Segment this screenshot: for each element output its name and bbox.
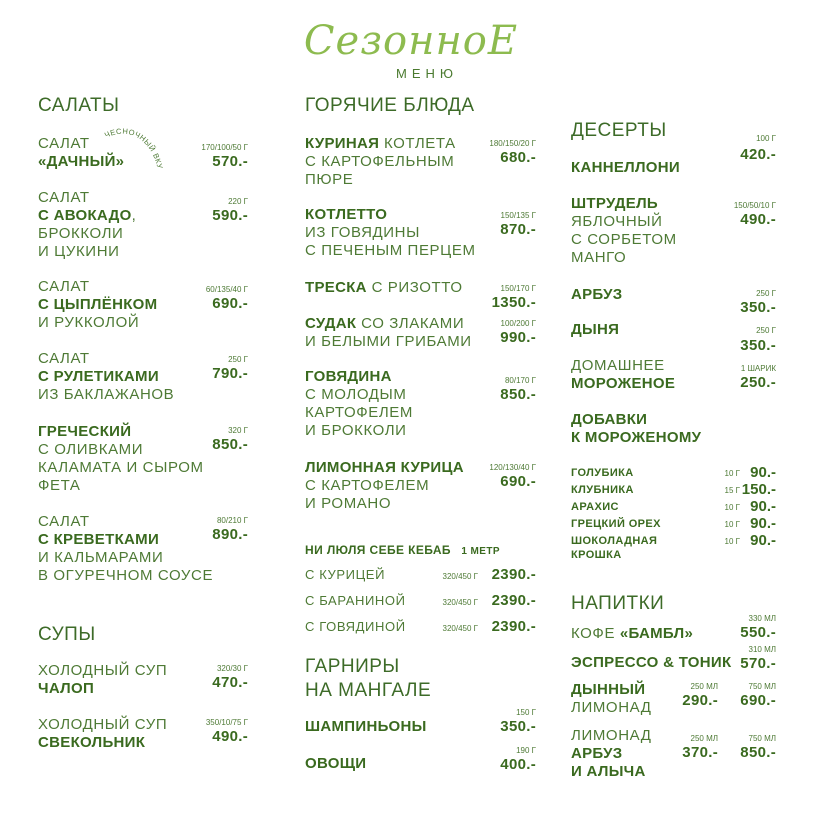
weight: 170/100/50 Г	[201, 143, 248, 152]
kebab-row: С ГОВЯДИНОЙ	[305, 619, 406, 634]
price: 850.-	[212, 436, 248, 453]
weight: 150/135 Г	[500, 211, 536, 220]
price: 470.-	[212, 674, 248, 691]
price: 790.-	[212, 365, 248, 382]
section-title-desserts: ДЕСЕРТЫ	[571, 120, 667, 141]
addon-row: ГРЕЦКИЙ ОРЕХ	[571, 518, 661, 530]
weight: 80/210 Г	[216, 516, 248, 525]
menu-item-watermelon-lemonade: ЛИМОНАД АРБУЗ И АЛЫЧА	[571, 727, 652, 780]
menu-item-ice-cream: ДОМАШНЕЕ МОРОЖЕНОЕ	[571, 357, 676, 392]
section-title-hot-dishes: ГОРЯЧИЕ БЛЮДА	[305, 95, 475, 116]
logo-subtitle: МЕНЮ	[396, 66, 459, 81]
weight: 250 Г	[756, 289, 776, 298]
weight: 15 Г	[724, 486, 740, 495]
price: 290.-	[682, 692, 718, 709]
kebab-row: С БАРАНИНОЙ	[305, 593, 406, 608]
menu-item-salad-rolls: САЛАТ С РУЛЕТИКАМИ ИЗ БАКЛАЖАНОВ	[38, 350, 175, 403]
weight: 80/170 Г	[504, 376, 536, 385]
price: 490.-	[212, 728, 248, 745]
price: 890.-	[212, 526, 248, 543]
price: 400.-	[500, 756, 536, 773]
weight: 250 Г	[756, 326, 776, 335]
weight: 320/450 Г	[442, 624, 478, 633]
menu-item-zander: СУДАК СО ЗЛАКАМИ И БЕЛЫМИ ГРИБАМИ	[305, 315, 472, 350]
price: 350.-	[500, 718, 536, 735]
menu-item-soup-chalop: ХОЛОДНЫЙ СУП ЧАЛОП	[38, 662, 168, 697]
section-title-soups: СУПЫ	[38, 624, 96, 645]
weight: 150 Г	[516, 708, 536, 717]
menu-item-mushrooms: ШАМПИНЬОНЫ	[305, 718, 427, 735]
menu-item-chicken-cutlet: КУРИНАЯ КОТЛЕТА С КАРТОФЕЛЬНЫМ ПЮРЕ	[305, 135, 456, 188]
menu-item-strudel: ШТРУДЕЛЬ ЯБЛОЧНЫЙ С СОРБЕТОМ МАНГО	[571, 195, 677, 266]
weight: 10 Г	[724, 537, 740, 546]
weight: 250 МЛ	[690, 734, 718, 743]
weight: 60/135/40 Г	[205, 285, 248, 294]
menu-item-beef: ГОВЯДИНА С МОЛОДЫМ КАРТОФЕЛЕМ И БРОККОЛИ	[305, 368, 413, 439]
price: 90.-	[750, 515, 776, 532]
weight: 10 Г	[724, 520, 740, 529]
weight: 150/170 Г	[500, 284, 536, 293]
weight: 350/10/75 Г	[205, 718, 248, 727]
menu-item-melon: ДЫНЯ	[571, 321, 620, 338]
addon-row: АРАХИС	[571, 501, 619, 513]
kebab-row: С КУРИЦЕЙ	[305, 567, 386, 582]
price: 370.-	[682, 744, 718, 761]
logo-script: СезонноЕ	[303, 18, 519, 64]
section-title-salads: САЛАТЫ	[38, 95, 120, 116]
weight: 250 МЛ	[690, 682, 718, 691]
price: 350.-	[740, 299, 776, 316]
menu-item-lemon-chicken: ЛИМОННАЯ КУРИЦА С КАРТОФЕЛЕМ И РОМАНО	[305, 459, 464, 512]
weight: 750 МЛ	[748, 734, 776, 743]
kebab-header: НИ ЛЮЛЯ СЕБЕ КЕБАБ 1 МЕТР	[305, 543, 500, 557]
addon-row: ШОКОЛАДНАЯ КРОШКА	[571, 535, 658, 561]
menu-item-salad-chicken: САЛАТ С ЦЫПЛЁНКОМ И РУККОЛОЙ	[38, 278, 158, 331]
price: 2390.-	[491, 618, 536, 635]
menu-item-salad-greek: ГРЕЧЕСКИЙ С ОЛИВКАМИ КАЛАМАТА И СЫРОМ ФЕТА	[38, 423, 204, 494]
section-title-garnish: ГАРНИРЫ НА МАНГАЛЕ	[305, 656, 432, 701]
price: 1350.-	[491, 294, 536, 311]
price: 2390.-	[491, 566, 536, 583]
weight: 150/50/10 Г	[733, 201, 776, 210]
menu-item-cod: ТРЕСКА С РИЗОТТО	[305, 279, 463, 296]
price: 990.-	[500, 329, 536, 346]
menu-item-watermelon: АРБУЗ	[571, 286, 623, 303]
price: 680.-	[500, 149, 536, 166]
weight: 1 ШАРИК	[740, 364, 776, 373]
menu-item-salad-shrimp: САЛАТ С КРЕВЕТКАМИ И КАЛЬМАРАМИ В ОГУРЕЧНОМ СОУСЕ	[38, 513, 214, 584]
price: 90.-	[750, 464, 776, 481]
menu-item-kotletto: КОТЛЕТТО ИЗ ГОВЯДИНЫ С ПЕЧЕНЫМ ПЕРЦЕМ	[305, 206, 476, 259]
weight: 180/150/20 Г	[489, 139, 536, 148]
menu-item-cannelloni: КАННЕЛЛОНИ	[571, 159, 680, 176]
price: 90.-	[750, 498, 776, 515]
addon-row: КЛУБНИКА	[571, 484, 634, 496]
price: 420.-	[740, 146, 776, 163]
weight: 320/450 Г	[442, 572, 478, 581]
menu-item-espresso-tonic: ЭСПРЕССО & ТОНИК	[571, 654, 732, 671]
weight: 100 Г	[756, 134, 776, 143]
price: 550.-	[740, 624, 776, 641]
svg-text:ЧЕСНОЧНЫЙ ВКУС: ЧЕСНОЧНЫЙ ВКУ	[103, 128, 164, 170]
price: 850.-	[500, 386, 536, 403]
price: 850.-	[740, 744, 776, 761]
weight: 330 МЛ	[748, 614, 776, 623]
ice-cream-addons-title: ДОБАВКИ К МОРОЖЕНОМУ	[571, 411, 702, 446]
addon-row: ГОЛУБИКА	[571, 467, 634, 479]
price: 150.-	[741, 481, 776, 498]
weight: 320/30 Г	[216, 664, 248, 673]
price: 690.-	[212, 295, 248, 312]
menu-item-vegetables: ОВОЩИ	[305, 755, 367, 772]
weight: 750 МЛ	[748, 682, 776, 691]
price: 590.-	[212, 207, 248, 224]
weight: 190 Г	[516, 746, 536, 755]
menu-item-coffee-bumble: КОФЕ «БАМБЛ»	[571, 625, 694, 642]
weight: 250 Г	[228, 355, 248, 364]
menu-item-soup-svekolnik: ХОЛОДНЫЙ СУП СВЕКОЛЬНИК	[38, 716, 168, 751]
weight: 320/450 Г	[442, 598, 478, 607]
weight: 310 МЛ	[748, 645, 776, 654]
price: 690.-	[740, 692, 776, 709]
price: 90.-	[750, 532, 776, 549]
section-title-drinks: НАПИТКИ	[571, 593, 665, 614]
price: 350.-	[740, 337, 776, 354]
weight: 10 Г	[724, 503, 740, 512]
weight: 10 Г	[724, 469, 740, 478]
menu-item-salad-dachny: САЛАТ «ДАЧНЫЙ»	[38, 135, 125, 170]
menu-item-melon-lemonade: ДЫННЫЙ ЛИМОНАД	[571, 681, 652, 716]
garlic-taste-badge	[100, 128, 164, 170]
menu-item-salad-avocado: САЛАТ С АВОКАДО, БРОККОЛИ И ЦУКИНИ	[38, 189, 137, 260]
price: 570.-	[740, 655, 776, 672]
price: 870.-	[500, 221, 536, 238]
price: 490.-	[740, 211, 776, 228]
weight: 100/200 Г	[500, 319, 536, 328]
price: 570.-	[212, 153, 248, 170]
weight: 120/130/40 Г	[489, 463, 536, 472]
weight: 320 Г	[228, 426, 248, 435]
logo	[0, 14, 822, 86]
price: 250.-	[740, 374, 776, 391]
price: 690.-	[500, 473, 536, 490]
weight: 220 Г	[228, 197, 248, 206]
price: 2390.-	[491, 592, 536, 609]
